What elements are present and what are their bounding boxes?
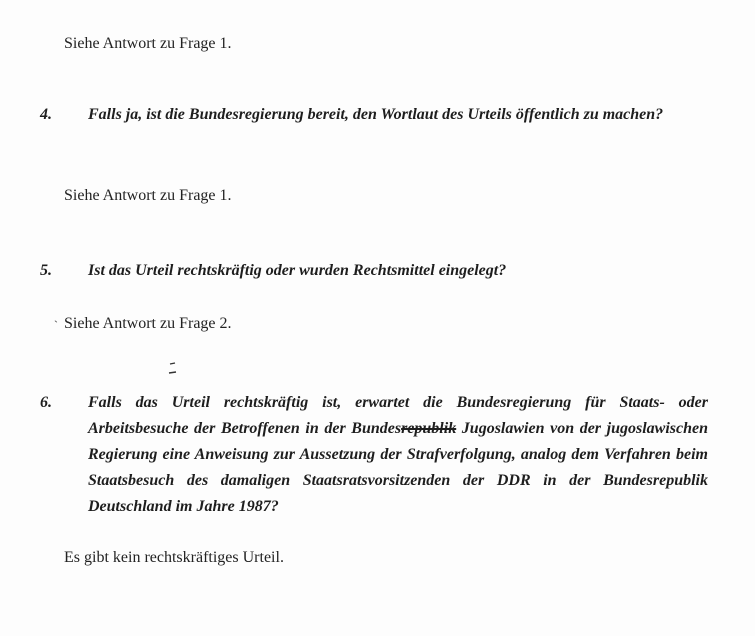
question-6 [40, 390, 708, 520]
answer-text: Es gibt kein rechtskräftiges Urteil. [64, 549, 284, 566]
question-number: 6. [40, 394, 52, 411]
question-number: 5. [40, 262, 52, 279]
answer-text: Siehe Antwort zu Frage 1. [64, 35, 232, 52]
question-text: Falls ja, ist die Bundesregierung bereit, den Wortlaut des Urteils öffentlich zu machen? [88, 106, 664, 123]
answer-text: Siehe Antwort zu Frage 1. [64, 187, 232, 204]
stray-tick-mark: ` [54, 318, 58, 332]
question-4 [40, 102, 708, 128]
stray-pen-mark [168, 362, 177, 376]
question-text-part2: Jugoslawien von der jugoslawischen Regierung eine Anweisung zur Aussetzung der Strafverfolgung, analog dem Verfahren beim Staatsbesuch des damaligen Staatsratsvorsitzenden der DDR in der Bundesrepublik Deutschland im Jahre 1987? [88, 420, 708, 515]
question-number: 4. [40, 106, 52, 123]
struck-word: republik [401, 420, 457, 437]
question-text-part1: Falls das Urteil rechtskräftig ist, erwartet die Bundesregierung für Staats- oder Arbeitsbesuche der Betroffenen in der Bundes [88, 394, 708, 437]
question-5 [40, 258, 708, 284]
question-text: Ist das Urteil rechtskräftig oder wurden Rechtsmittel eingelegt? [88, 262, 507, 279]
answer-text: Siehe Antwort zu Frage 2. [64, 315, 232, 332]
